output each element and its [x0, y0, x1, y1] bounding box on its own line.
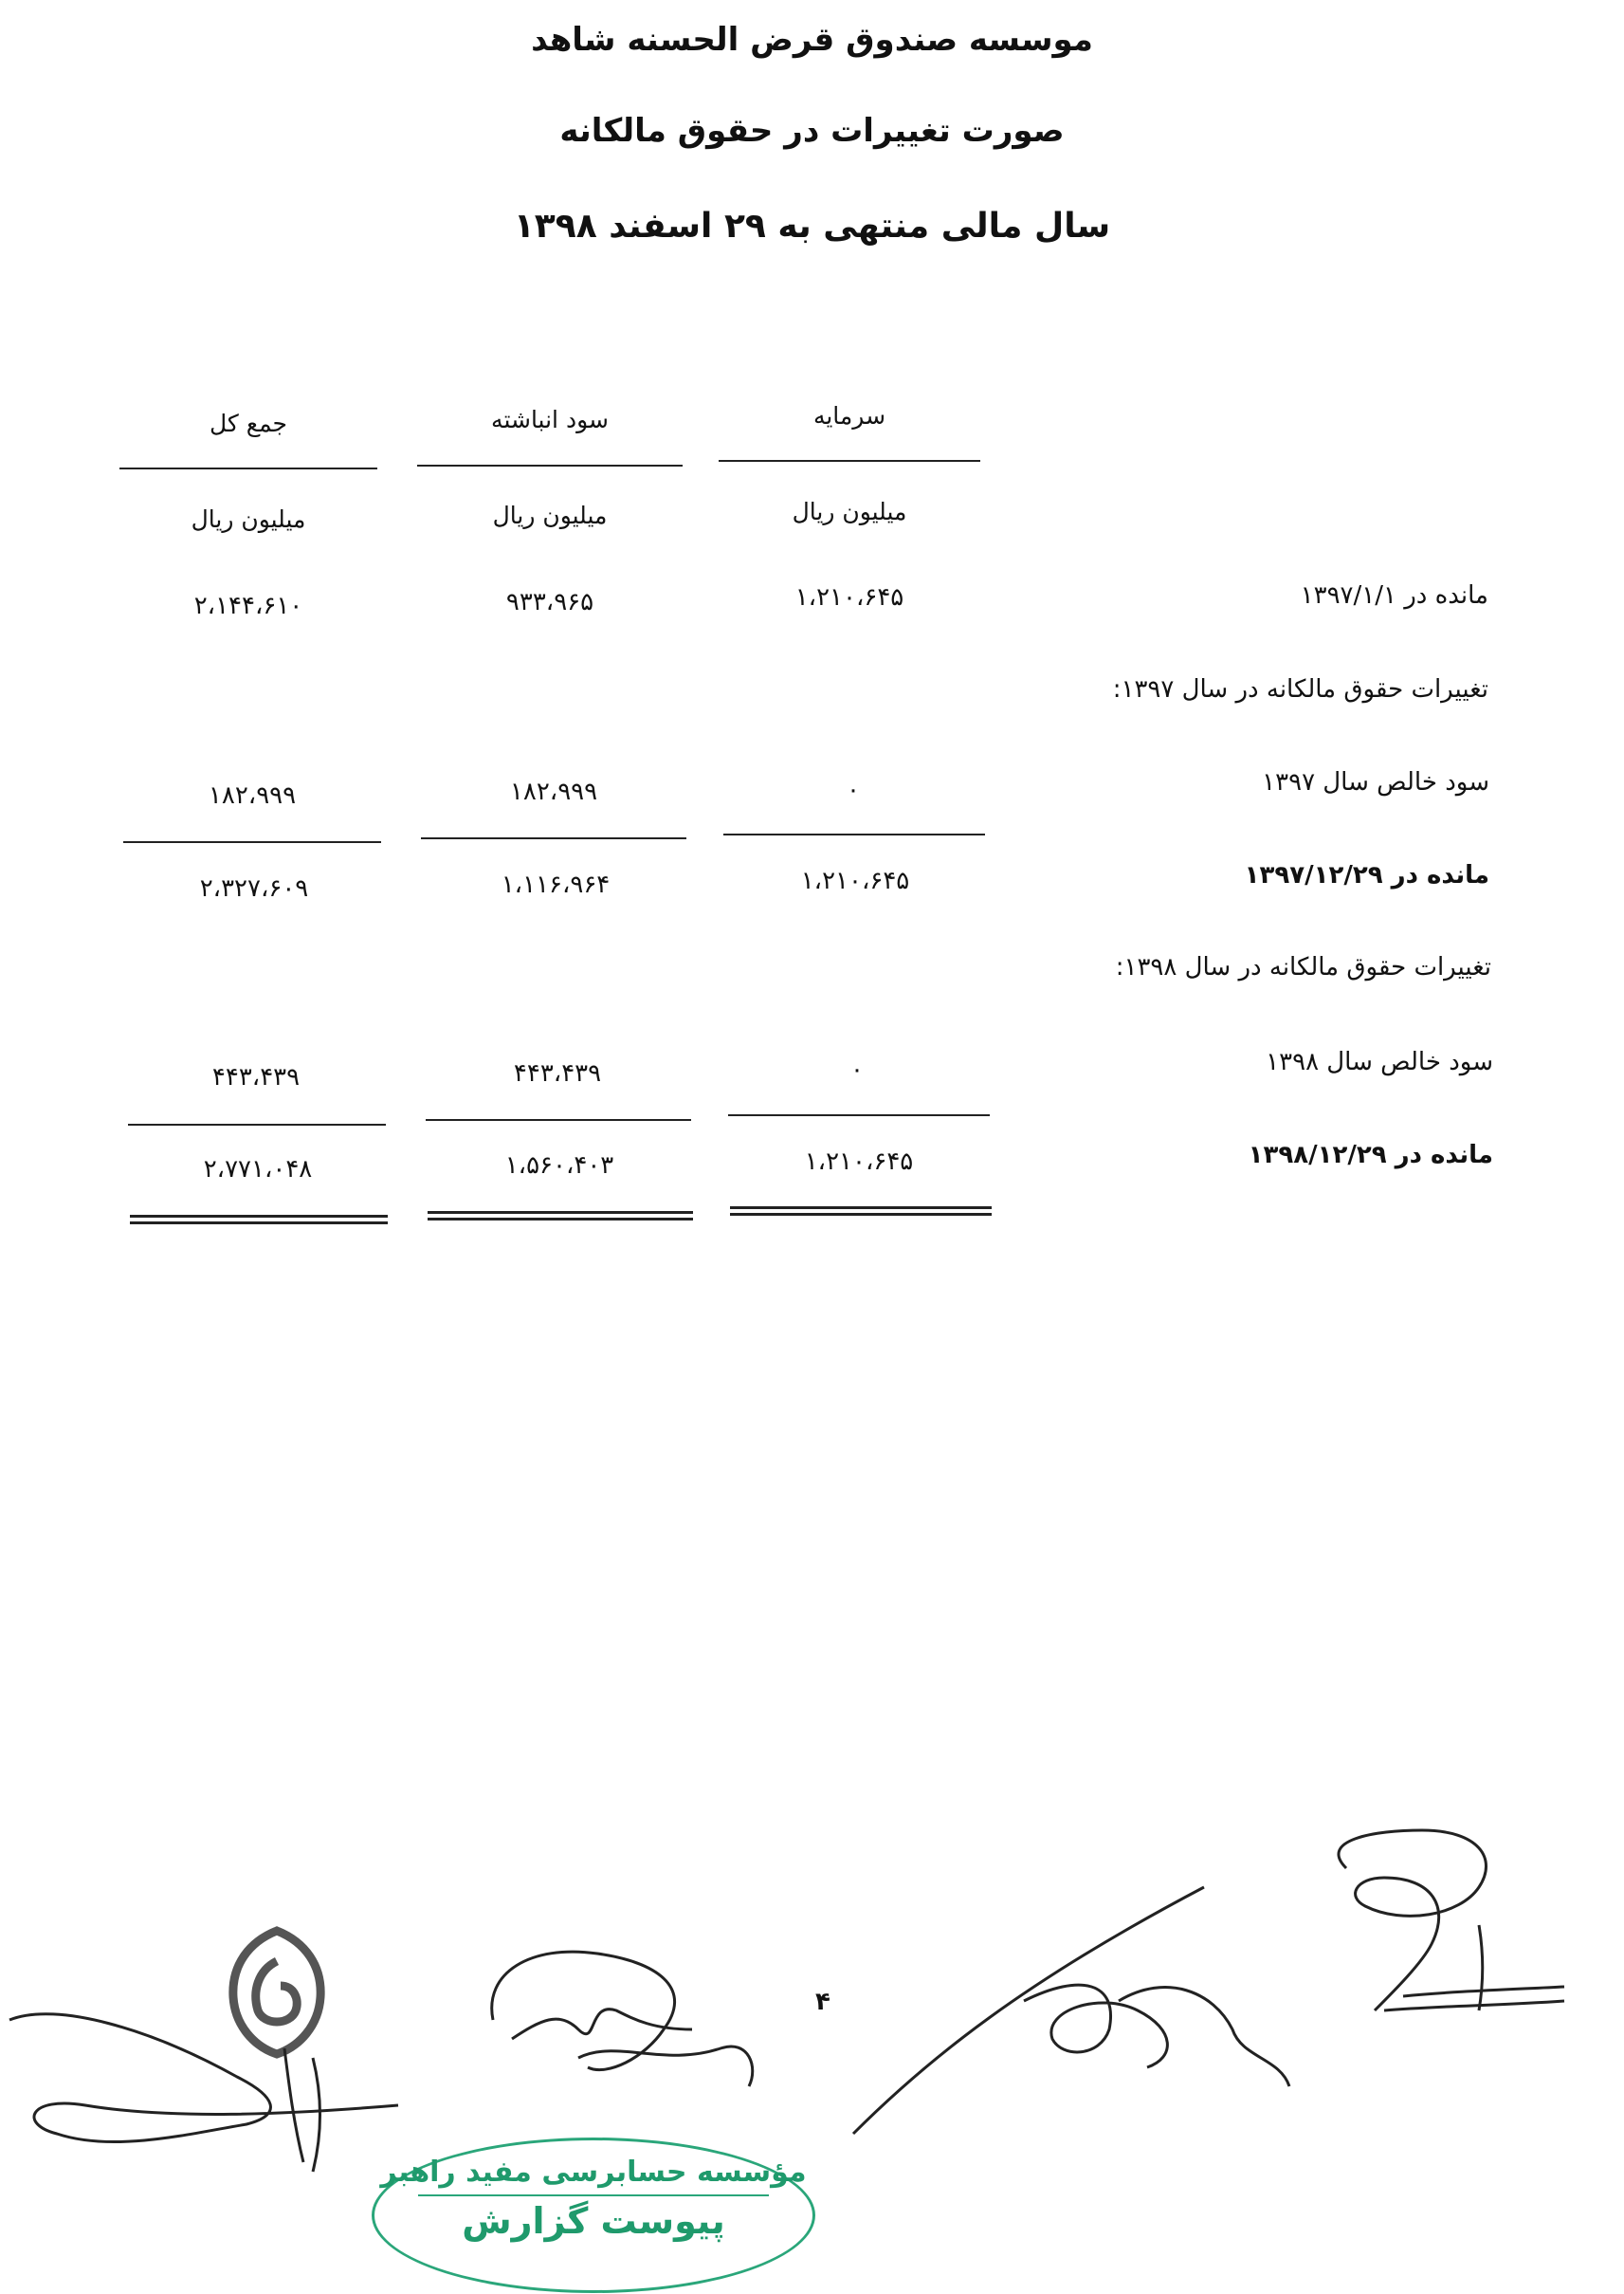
auditor-stamp — [372, 2138, 815, 2293]
stamp-report-attachment: پیوست گزارش — [462, 2200, 725, 2242]
row-label-net-profit-1398: سود خالص سال ۱۳۹۸ — [1266, 1048, 1493, 1076]
unit-retained-earnings: میلیون ریال — [492, 502, 608, 529]
cell-retained-closing-1397: ۱،۱۱۶،۹۶۴ — [501, 871, 611, 899]
subtotal-rule-retained-1398 — [426, 1119, 691, 1121]
cell-total-net-profit-1398: ۴۴۳،۴۳۹ — [211, 1063, 301, 1092]
col-header-total: جمع کل — [210, 410, 287, 437]
row-label-closing-1397: مانده در ۱۳۹۷/۱۲/۲۹ — [1244, 861, 1489, 890]
cell-retained-net-profit-1398: ۴۴۳،۴۳۹ — [513, 1059, 602, 1088]
col-header-rule-total — [119, 468, 377, 469]
cell-capital-opening-1397: ۱،۲۱۰،۶۴۵ — [794, 583, 904, 612]
cell-retained-closing-1398: ۱،۵۶۰،۴۰۳ — [504, 1151, 614, 1180]
row-label-changes-1398: تغییرات حقوق مالکانه در سال ۱۳۹۸: — [1115, 953, 1491, 982]
row-label-opening-1397: مانده در ۱۳۹۷/۱/۱ — [1300, 581, 1488, 610]
cell-capital-closing-1398: ۱،۲۱۰،۶۴۵ — [804, 1147, 914, 1176]
cell-capital-net-profit-1397: ۰ — [847, 776, 860, 804]
subtotal-rule-capital-1397 — [723, 834, 985, 835]
cell-total-closing-1398: ۲،۷۷۱،۰۴۸ — [203, 1155, 313, 1184]
page-number: ۴ — [815, 1988, 830, 2016]
total-double-rule-retained — [428, 1211, 693, 1220]
subtotal-rule-total-1397 — [123, 841, 381, 843]
signature-1 — [0, 1991, 455, 2181]
cell-total-closing-1397: ۲،۳۲۷،۶۰۹ — [199, 874, 309, 903]
cell-retained-opening-1397: ۹۳۳،۹۶۵ — [505, 588, 594, 616]
statement-title: صورت تغییرات در حقوق مالکانه — [559, 112, 1065, 150]
signature-4 — [1289, 1821, 1593, 2029]
unit-capital: میلیون ریال — [792, 498, 907, 525]
signature-3 — [834, 1868, 1365, 2153]
org-name: موسسه صندوق قرض الحسنه شاهد — [531, 21, 1093, 59]
col-header-rule-retained — [417, 465, 683, 467]
row-label-changes-1397: تغییرات حقوق مالکانه در سال ۱۳۹۷: — [1112, 675, 1488, 704]
row-label-closing-1398: مانده در ۱۳۹۸/۱۲/۲۹ — [1248, 1141, 1493, 1169]
stamp-auditor-name: مؤسسه حسابرسی مفید راهبر — [380, 2156, 807, 2189]
cell-total-net-profit-1397: ۱۸۲،۹۹۹ — [208, 781, 297, 810]
unit-total: میلیون ریال — [191, 505, 306, 533]
cell-capital-net-profit-1398: ۰ — [850, 1055, 864, 1084]
subtotal-rule-capital-1398 — [728, 1114, 990, 1116]
total-double-rule-total — [130, 1215, 388, 1224]
stamp-divider — [418, 2194, 769, 2196]
col-header-retained-earnings: سود انباشته — [491, 406, 609, 433]
total-double-rule-capital — [730, 1206, 992, 1216]
row-label-net-profit-1397: سود خالص سال ۱۳۹۷ — [1262, 768, 1489, 797]
col-header-capital: سرمایه — [812, 402, 886, 430]
cell-total-opening-1397: ۲،۱۴۴،۶۱۰ — [193, 592, 303, 620]
signature-2 — [474, 1935, 796, 2124]
statement-period: سال مالی منتهی به ۲۹ اسفند ۱۳۹۸ — [513, 207, 1111, 246]
subtotal-rule-retained-1397 — [421, 837, 686, 839]
cell-capital-closing-1397: ۱،۲۱۰،۶۴۵ — [800, 867, 910, 895]
cell-retained-net-profit-1397: ۱۸۲،۹۹۹ — [509, 778, 598, 806]
col-header-rule-capital — [719, 460, 980, 462]
subtotal-rule-total-1398 — [128, 1124, 386, 1126]
